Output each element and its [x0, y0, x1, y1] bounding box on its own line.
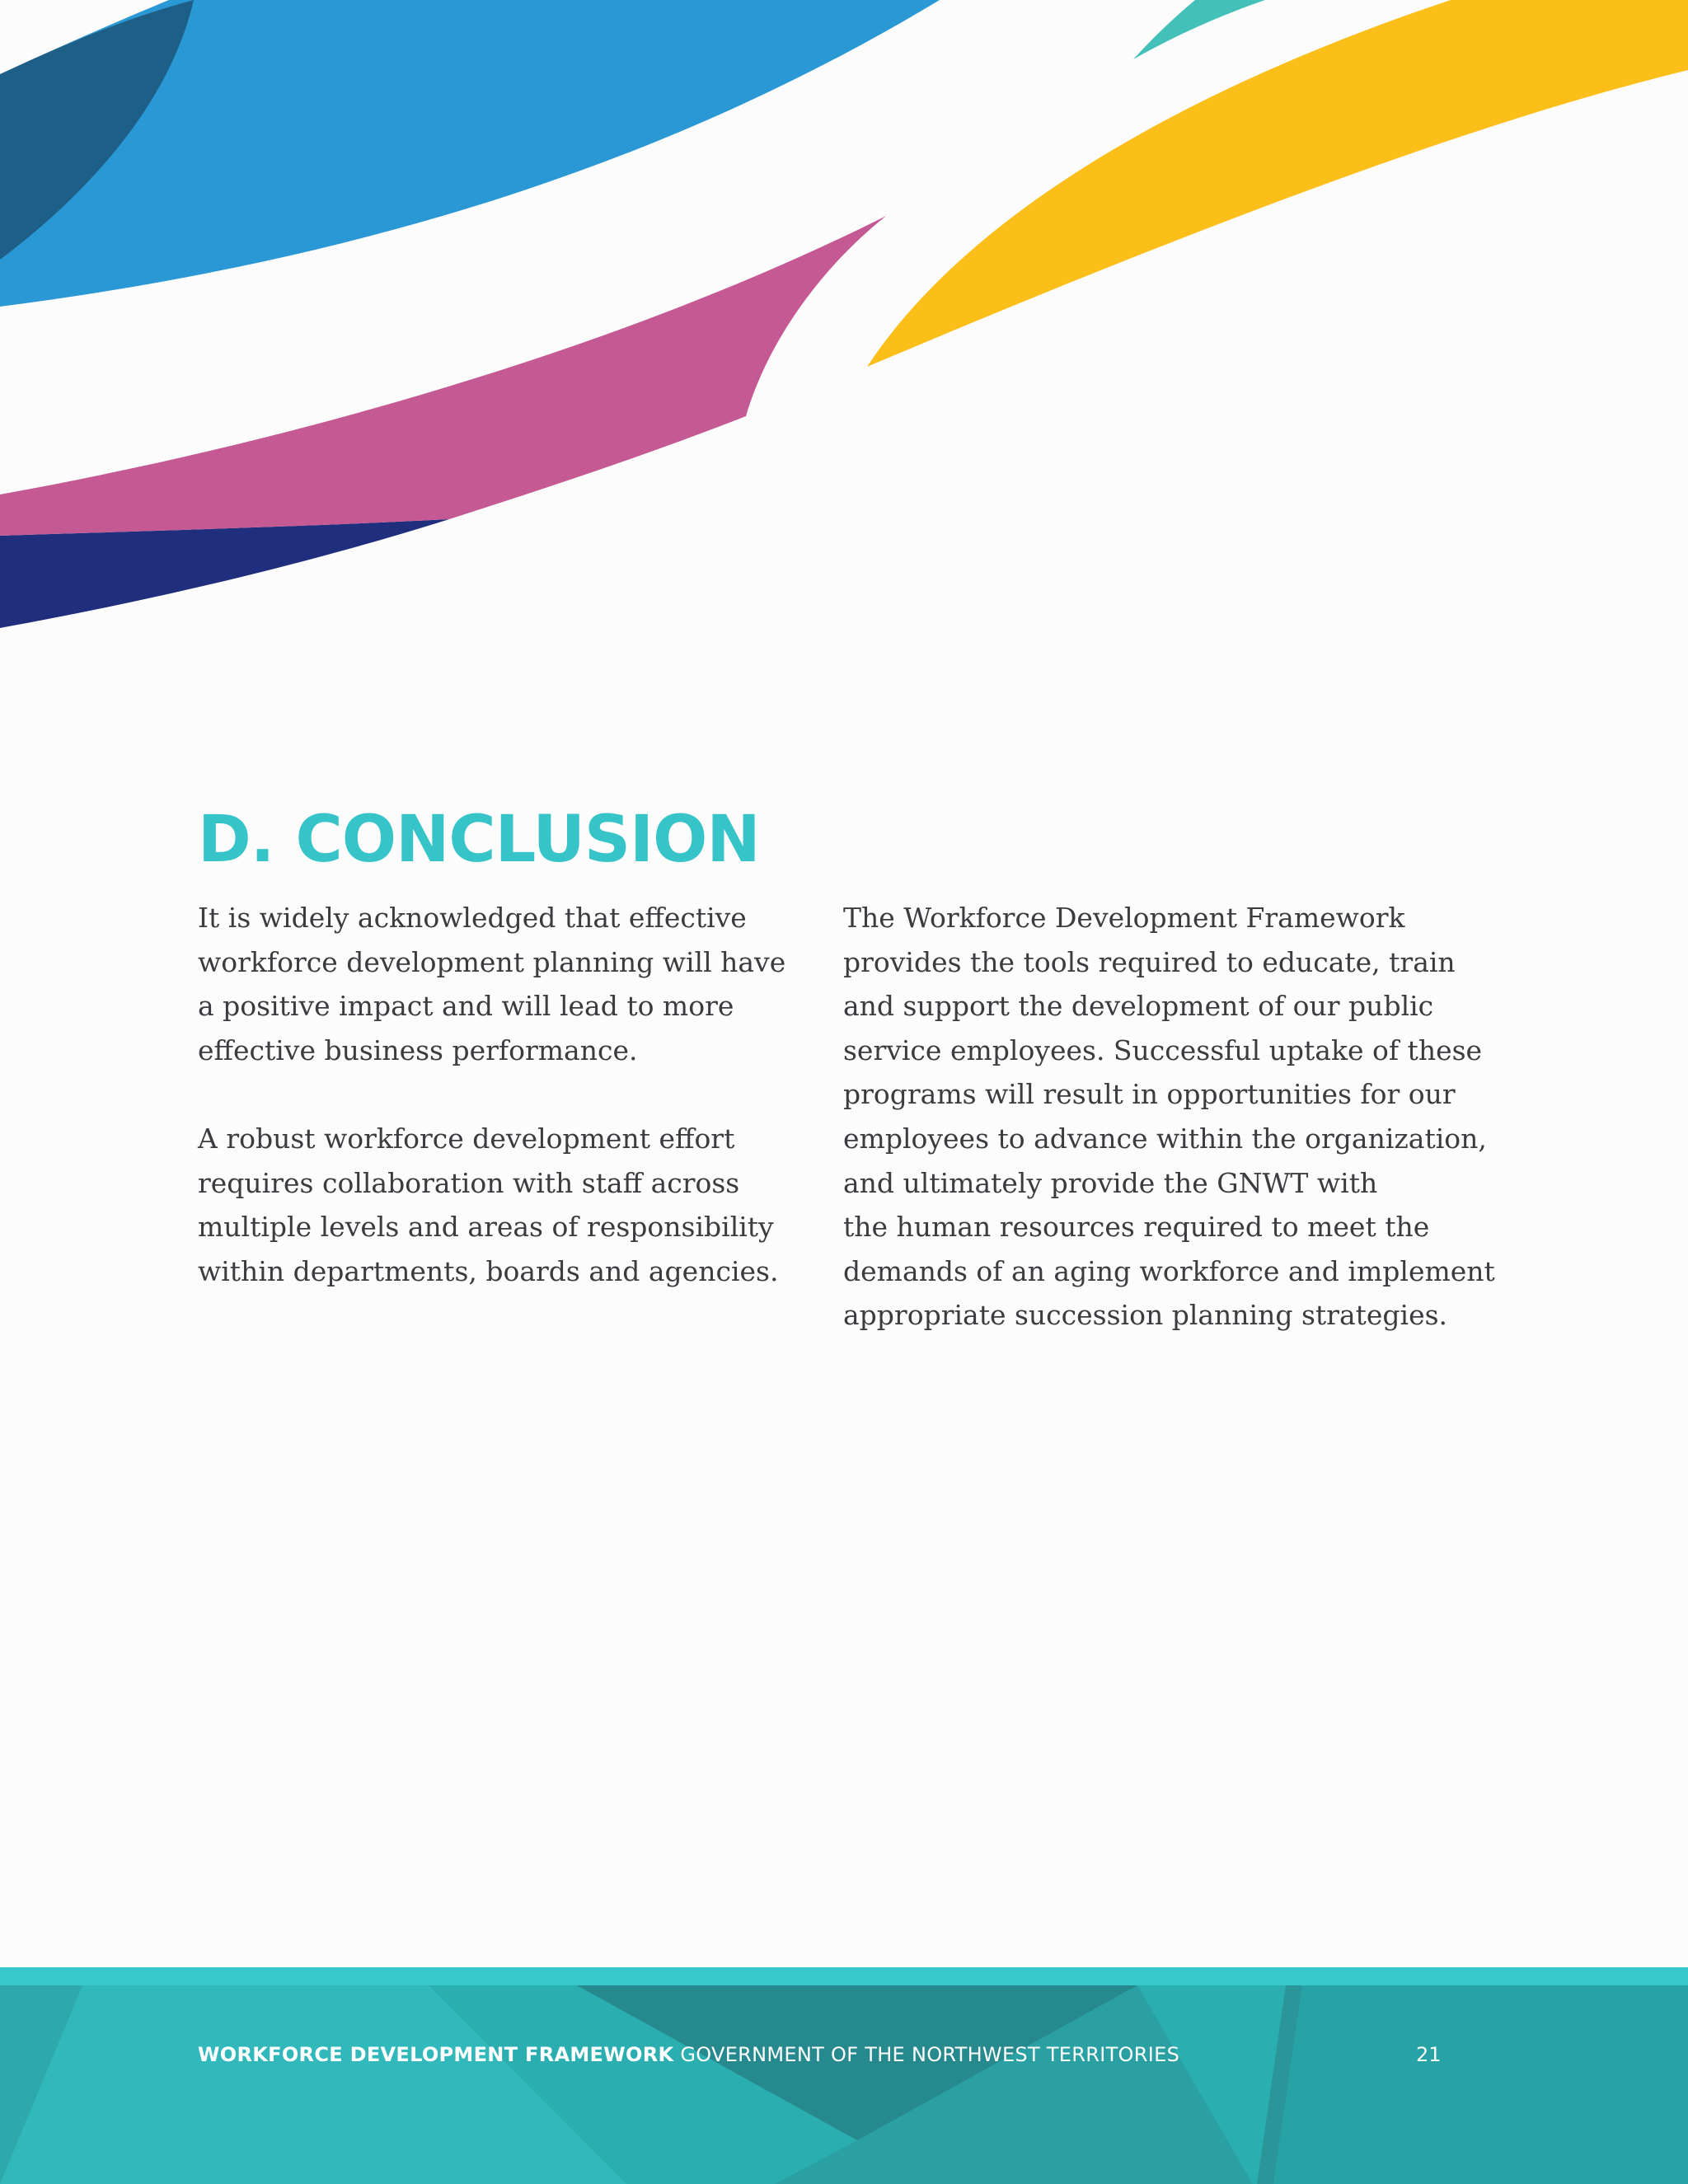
page-number: 21 [1416, 2043, 1442, 2066]
text-line: the human resources required to meet the [843, 1211, 1430, 1244]
text-line: The Workforce Development Framework [843, 902, 1405, 934]
decorative-swooshes [0, 0, 1688, 659]
yellow-swoosh [867, 0, 1688, 367]
text-line: and ultimately provide the GNWT with [843, 1166, 1378, 1199]
left-column [198, 896, 808, 1293]
text-line: A robust workforce development effort [198, 1122, 735, 1155]
text-line: workforce development planning will have [198, 945, 786, 978]
footer-title [198, 2043, 1179, 2066]
footer-title-rest: GOVERNMENT OF THE NORTHWEST TERRITORIES [680, 2043, 1180, 2066]
text-line: service employees. Successful uptake of these [843, 1033, 1483, 1066]
text-line: demands of an aging workforce and implement [843, 1254, 1495, 1287]
text-line: effective business performance. [198, 1033, 638, 1066]
text-line: requires collaboration with staff across [198, 1166, 740, 1199]
footer [0, 1967, 1688, 2184]
text-line: provides the tools required to educate, train [843, 945, 1456, 978]
left-paragraph-2 [198, 1117, 808, 1293]
right-paragraph-1 [843, 896, 1495, 1338]
text-line: employees to advance within the organization, [843, 1122, 1487, 1155]
page-title: D. CONCLUSION [198, 803, 760, 877]
navy-swoosh [0, 519, 449, 628]
text-line: a positive impact and will lead to more [198, 990, 734, 1023]
footer-title-bold: WORKFORCE DEVELOPMENT FRAMEWORK [198, 2043, 674, 2066]
text-line: programs will result in opportunities for our [843, 1078, 1456, 1111]
text-line: appropriate succession planning strategies. [843, 1299, 1448, 1332]
right-column [843, 896, 1495, 1338]
text-line: and support the development of our public [843, 990, 1434, 1023]
left-paragraph-1 [198, 896, 808, 1072]
text-line: multiple levels and areas of responsibility [198, 1211, 774, 1244]
text-line: within departments, boards and agencies. [198, 1254, 779, 1287]
text-line: It is widely acknowledged that effective [198, 902, 747, 934]
teal-swoosh [1133, 0, 1265, 59]
footer-background [0, 1967, 1688, 2184]
